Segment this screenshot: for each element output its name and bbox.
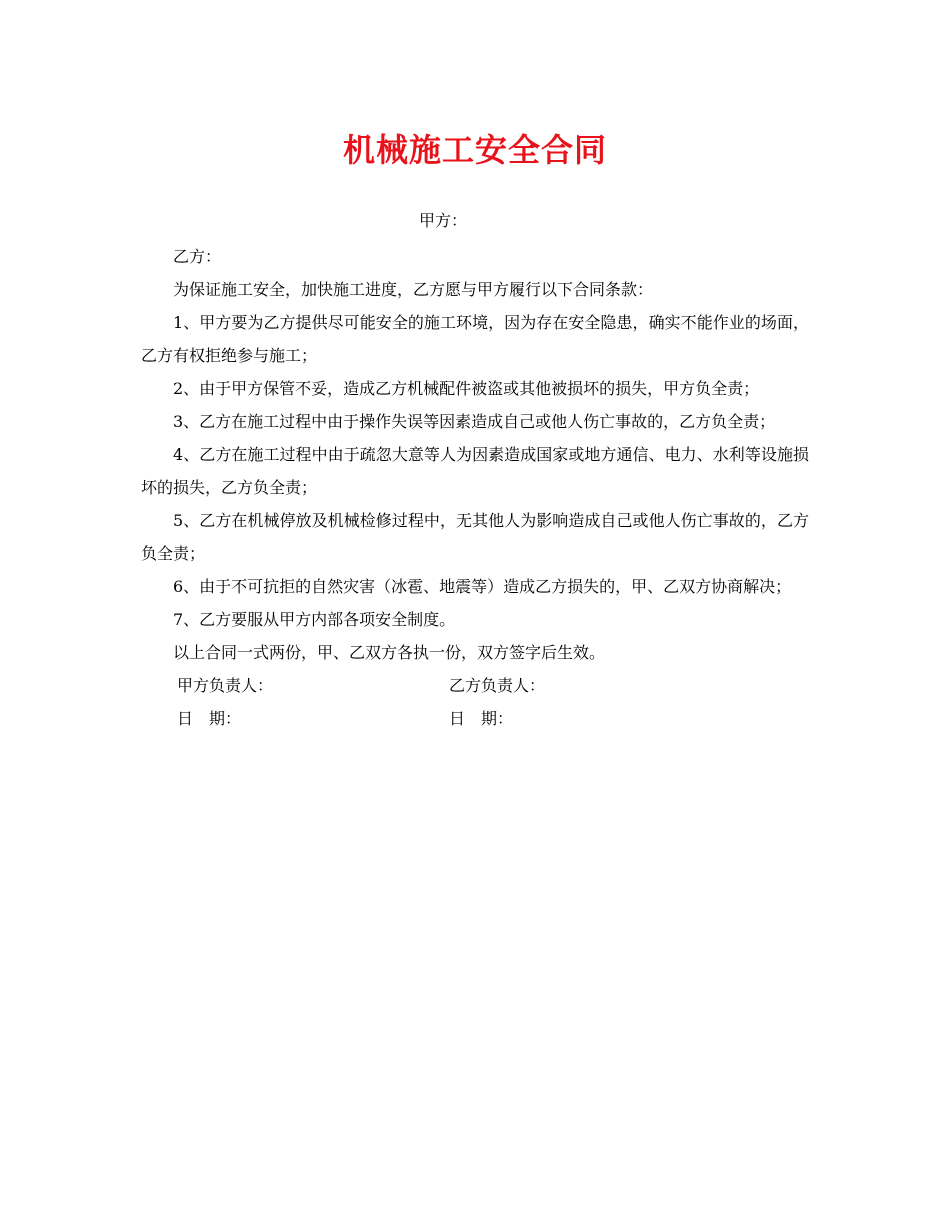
party-a-label: 甲方： xyxy=(418,211,467,230)
contract-title: 机械施工安全合同 xyxy=(342,131,607,169)
party-b-representative: 乙方负责人： xyxy=(449,676,546,695)
clause-5: 5、乙方在机械停放及机械检修过程中，无其他人为影响造成自己或他人伤亡事故的，乙方负全责； xyxy=(141,511,809,563)
clause-1: 1、甲方要为乙方提供尽可能安全的施工环境，因为存在安全隐患，确实不能作业的场面，乙方有权拒绝参与施工； xyxy=(141,313,809,365)
party-b-date: 日 期： xyxy=(449,709,514,728)
party-a-representative: 甲方负责人： xyxy=(177,676,274,695)
date-row xyxy=(141,702,809,735)
intro-paragraph: 为保证施工安全，加快施工进度，乙方愿与甲方履行以下合同条款： xyxy=(173,280,654,299)
closing-paragraph: 以上合同一式两份，甲、乙双方各执一份，双方签字后生效。 xyxy=(173,643,606,662)
party-b-label: 乙方： xyxy=(173,247,222,266)
contract-body xyxy=(141,240,809,735)
clause-4: 4、乙方在施工过程中由于疏忽大意等人为因素造成国家或地方通信、电力、水利等设施损坏的损失，乙方负全责； xyxy=(141,445,809,497)
clause-6: 6、由于不可抗拒的自然灾害（冰雹、地震等）造成乙方损失的，甲、乙双方协商解决； xyxy=(173,577,792,596)
clause-7: 7、乙方要服从甲方内部各项安全制度。 xyxy=(173,610,456,629)
clause-3: 3、乙方在施工过程中由于操作失误等因素造成自己或他人伤亡事故的，乙方负全责； xyxy=(173,412,776,431)
party-a-date: 日 期： xyxy=(177,709,242,728)
clause-2: 2、由于甲方保管不妥，造成乙方机械配件被盗或其他被损坏的损失，甲方负全责； xyxy=(173,379,760,398)
representative-row xyxy=(141,669,809,702)
